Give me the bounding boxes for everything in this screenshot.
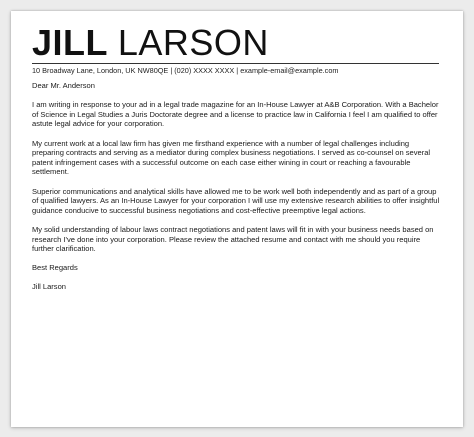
applicant-name [32, 23, 269, 63]
paragraph-1: I am writing in response to your ad in a legal trade magazine for an In-House Lawyer at A&B Corporation. With a Bachelor of Science in Legal Studies a Juris Doctorate degree and a license to practice law in California I feel I am qualified to offer astute legal advice for your corporation. [32, 100, 439, 129]
letter-page [11, 11, 463, 427]
paragraph-3: Superior communications and analytical skills have allowed me to be work well both independently and as part of a group of qualified lawyers. As an In-House Lawyer for your corporation I will use my extensive research abilities to offer insightful guidance conducive to successful business negotiations and cost-effective preemptive legal actions. [32, 186, 440, 215]
closing: Best Regards [32, 263, 78, 273]
paragraph-4: My solid understanding of labour laws contract negotiations and patent laws will fit in with your business needs based on research I've done into your corporation. Please review the attached resume and contact with me should you require further clarification. [32, 224, 434, 254]
salutation: Dear Mr. Anderson [32, 81, 95, 90]
header-divider [32, 63, 439, 64]
last-name: LARSON [117, 22, 269, 63]
letter-body [32, 81, 442, 292]
signature: Jill Larson [32, 282, 66, 292]
paragraph-2: My current work at a local law firm has given me firsthand experience with a number of legal challenges including preparing contracts and serving as a mediator during complex business negotiations. I served as co-counsel on several patent infringement cases with a successful outcome on each case either wining in court or reaching a favourable settlement. [32, 138, 431, 177]
contact-details: 10 Broadway Lane, London, UK NW80QE | (020) XXXX XXXX | example-email@example.com [32, 66, 339, 75]
first-name: JILL [32, 22, 108, 63]
